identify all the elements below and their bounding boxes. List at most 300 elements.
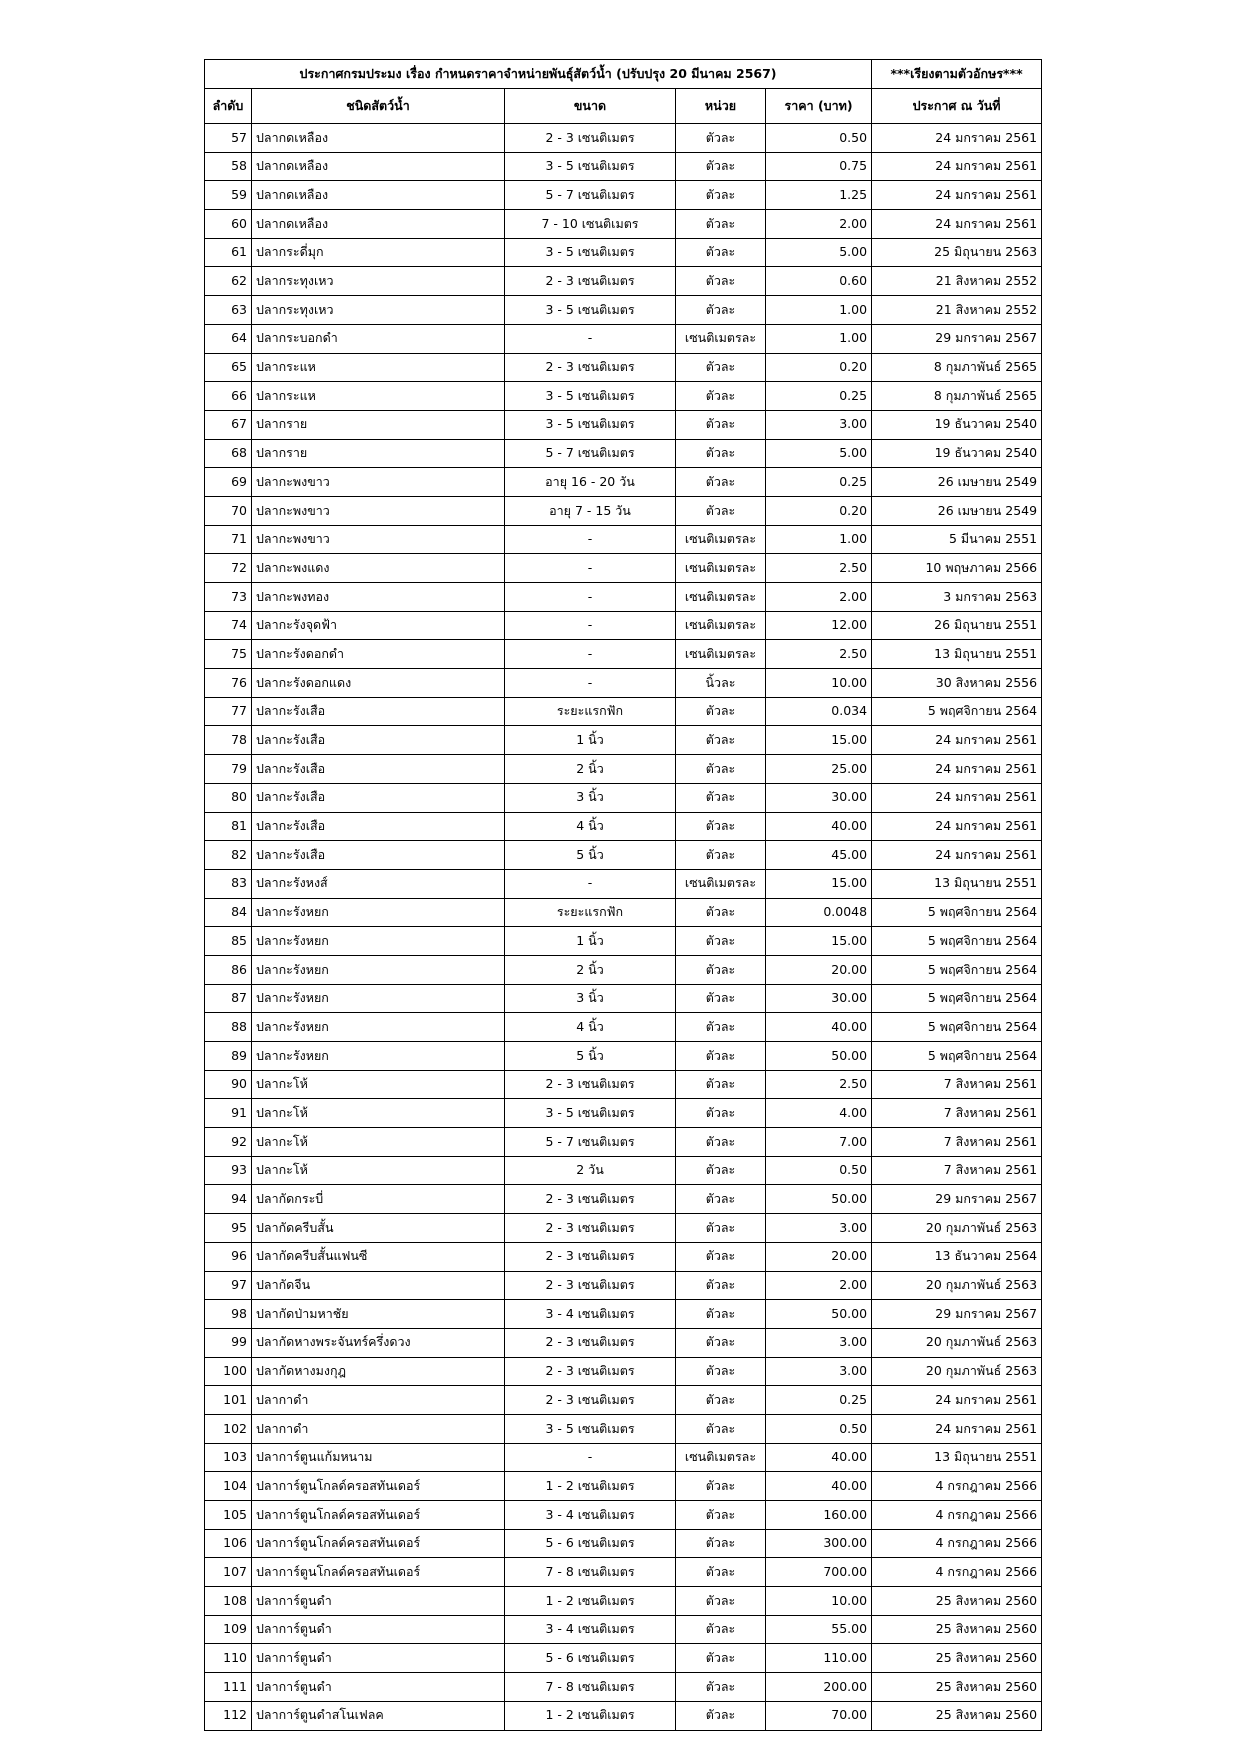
table-row bbox=[205, 1443, 1042, 1472]
size-value: ระยะแรกฟัก bbox=[505, 898, 676, 927]
species-name: ปลากัดหางมงกุฎ bbox=[252, 1357, 505, 1386]
size-value: 2 - 3 เซนติเมตร bbox=[505, 267, 676, 296]
announce-date: 5 พฤศจิกายน 2564 bbox=[872, 1042, 1042, 1071]
unit-value: ตัวละ bbox=[676, 1615, 766, 1644]
row-number: 58 bbox=[205, 152, 252, 181]
size-value: 1 - 2 เซนติเมตร bbox=[505, 1701, 676, 1730]
header-no: ลำดับ bbox=[205, 89, 252, 124]
species-name: ปลาการ์ตูนโกลด์ครอสทันเดอร์ bbox=[252, 1472, 505, 1501]
unit-value: ตัวละ bbox=[676, 1501, 766, 1530]
table-row bbox=[205, 496, 1042, 525]
species-name: ปลากะรังเสือ bbox=[252, 783, 505, 812]
row-number: 101 bbox=[205, 1386, 252, 1415]
announce-date: 7 สิงหาคม 2561 bbox=[872, 1128, 1042, 1157]
species-name: ปลากระทุงเหว bbox=[252, 267, 505, 296]
price-value: 2.50 bbox=[766, 1070, 872, 1099]
species-name: ปลากะรังหยก bbox=[252, 955, 505, 984]
row-number: 74 bbox=[205, 611, 252, 640]
size-value: อายุ 7 - 15 วัน bbox=[505, 496, 676, 525]
table-row bbox=[205, 1414, 1042, 1443]
table-row bbox=[205, 152, 1042, 181]
row-number: 57 bbox=[205, 124, 252, 153]
size-value: 3 - 4 เซนติเมตร bbox=[505, 1501, 676, 1530]
row-number: 73 bbox=[205, 583, 252, 612]
announce-date: 24 มกราคม 2561 bbox=[872, 210, 1042, 239]
unit-value: ตัวละ bbox=[676, 1673, 766, 1702]
unit-value: เซนติเมตรละ bbox=[676, 525, 766, 554]
table-row bbox=[205, 181, 1042, 210]
price-value: 15.00 bbox=[766, 927, 872, 956]
size-value: 5 - 7 เซนติเมตร bbox=[505, 181, 676, 210]
table-row bbox=[205, 1357, 1042, 1386]
announce-date: 4 กรกฎาคม 2566 bbox=[872, 1558, 1042, 1587]
species-name: ปลากาดำ bbox=[252, 1414, 505, 1443]
species-name: ปลากราย bbox=[252, 439, 505, 468]
size-value: 2 วัน bbox=[505, 1156, 676, 1185]
price-value: 20.00 bbox=[766, 1242, 872, 1271]
price-value: 40.00 bbox=[766, 1013, 872, 1042]
table-row bbox=[205, 1013, 1042, 1042]
species-name: ปลากราย bbox=[252, 410, 505, 439]
species-name: ปลาการ์ตูนดำสโนเฟลค bbox=[252, 1701, 505, 1730]
row-number: 109 bbox=[205, 1615, 252, 1644]
unit-value: ตัวละ bbox=[676, 726, 766, 755]
announce-date: 24 มกราคม 2561 bbox=[872, 755, 1042, 784]
announce-date: 5 พฤศจิกายน 2564 bbox=[872, 955, 1042, 984]
size-value: 3 - 5 เซนติเมตร bbox=[505, 410, 676, 439]
unit-value: นิ้วละ bbox=[676, 669, 766, 698]
size-value: 5 - 6 เซนติเมตร bbox=[505, 1529, 676, 1558]
announce-date: 5 พฤศจิกายน 2564 bbox=[872, 1013, 1042, 1042]
unit-value: เซนติเมตรละ bbox=[676, 640, 766, 669]
sort-note: ***เรียงตามตัวอักษร*** bbox=[872, 60, 1042, 89]
table-row bbox=[205, 1644, 1042, 1673]
size-value: 3 - 5 เซนติเมตร bbox=[505, 238, 676, 267]
size-value: 2 - 3 เซนติเมตร bbox=[505, 1386, 676, 1415]
table-row bbox=[205, 1214, 1042, 1243]
unit-value: ตัวละ bbox=[676, 927, 766, 956]
table-row bbox=[205, 554, 1042, 583]
unit-value: ตัวละ bbox=[676, 1328, 766, 1357]
announce-date: 5 มีนาคม 2551 bbox=[872, 525, 1042, 554]
row-number: 77 bbox=[205, 697, 252, 726]
species-name: ปลากะรังเสือ bbox=[252, 755, 505, 784]
species-name: ปลากระบอกดำ bbox=[252, 324, 505, 353]
row-number: 66 bbox=[205, 382, 252, 411]
species-name: ปลากะรังหยก bbox=[252, 984, 505, 1013]
price-value: 25.00 bbox=[766, 755, 872, 784]
announce-date: 25 สิงหาคม 2560 bbox=[872, 1587, 1042, 1616]
size-value: 3 - 5 เซนติเมตร bbox=[505, 1099, 676, 1128]
announce-date: 5 พฤศจิกายน 2564 bbox=[872, 697, 1042, 726]
species-name: ปลากัดกระบี่ bbox=[252, 1185, 505, 1214]
size-value: 3 - 4 เซนติเมตร bbox=[505, 1300, 676, 1329]
species-name: ปลากะพงทอง bbox=[252, 583, 505, 612]
row-number: 81 bbox=[205, 812, 252, 841]
row-number: 85 bbox=[205, 927, 252, 956]
price-value: 0.25 bbox=[766, 1386, 872, 1415]
row-number: 83 bbox=[205, 869, 252, 898]
species-name: ปลากะพงขาว bbox=[252, 525, 505, 554]
size-value: - bbox=[505, 324, 676, 353]
row-number: 79 bbox=[205, 755, 252, 784]
price-value: 50.00 bbox=[766, 1185, 872, 1214]
table-row bbox=[205, 1156, 1042, 1185]
price-value: 5.00 bbox=[766, 439, 872, 468]
unit-value: เซนติเมตรละ bbox=[676, 583, 766, 612]
price-value: 2.00 bbox=[766, 210, 872, 239]
unit-value: ตัวละ bbox=[676, 898, 766, 927]
table-row bbox=[205, 238, 1042, 267]
table-row bbox=[205, 324, 1042, 353]
price-value: 1.25 bbox=[766, 181, 872, 210]
unit-value: ตัวละ bbox=[676, 1587, 766, 1616]
unit-value: ตัวละ bbox=[676, 1386, 766, 1415]
price-value: 3.00 bbox=[766, 1328, 872, 1357]
unit-value: เซนติเมตรละ bbox=[676, 869, 766, 898]
row-number: 69 bbox=[205, 468, 252, 497]
announce-date: 5 พฤศจิกายน 2564 bbox=[872, 927, 1042, 956]
species-name: ปลากาดำ bbox=[252, 1386, 505, 1415]
species-name: ปลากะรังเสือ bbox=[252, 697, 505, 726]
unit-value: ตัวละ bbox=[676, 1128, 766, 1157]
row-number: 87 bbox=[205, 984, 252, 1013]
row-number: 91 bbox=[205, 1099, 252, 1128]
species-name: ปลากดเหลือง bbox=[252, 181, 505, 210]
announce-date: 29 มกราคม 2567 bbox=[872, 1300, 1042, 1329]
unit-value: ตัวละ bbox=[676, 1644, 766, 1673]
table-row bbox=[205, 726, 1042, 755]
table-row bbox=[205, 210, 1042, 239]
size-value: 1 นิ้ว bbox=[505, 726, 676, 755]
size-value: 5 - 7 เซนติเมตร bbox=[505, 1128, 676, 1157]
species-name: ปลากระทุงเหว bbox=[252, 296, 505, 325]
row-number: 99 bbox=[205, 1328, 252, 1357]
species-name: ปลากะรังจุดฟ้า bbox=[252, 611, 505, 640]
price-value: 0.50 bbox=[766, 1414, 872, 1443]
table-row bbox=[205, 841, 1042, 870]
table-row bbox=[205, 525, 1042, 554]
row-number: 82 bbox=[205, 841, 252, 870]
species-name: ปลากะรังเสือ bbox=[252, 841, 505, 870]
species-name: ปลากะรังหยก bbox=[252, 898, 505, 927]
announce-date: 24 มกราคม 2561 bbox=[872, 841, 1042, 870]
row-number: 107 bbox=[205, 1558, 252, 1587]
table-row bbox=[205, 1615, 1042, 1644]
announce-date: 13 มิถุนายน 2551 bbox=[872, 869, 1042, 898]
table-body bbox=[205, 124, 1042, 1731]
announce-date: 24 มกราคม 2561 bbox=[872, 181, 1042, 210]
price-value: 110.00 bbox=[766, 1644, 872, 1673]
table-row bbox=[205, 1386, 1042, 1415]
row-number: 88 bbox=[205, 1013, 252, 1042]
price-value: 0.034 bbox=[766, 697, 872, 726]
title-row bbox=[205, 60, 1042, 89]
row-number: 98 bbox=[205, 1300, 252, 1329]
species-name: ปลากะโห้ bbox=[252, 1070, 505, 1099]
row-number: 111 bbox=[205, 1673, 252, 1702]
unit-value: ตัวละ bbox=[676, 1558, 766, 1587]
size-value: 1 - 2 เซนติเมตร bbox=[505, 1472, 676, 1501]
table-row bbox=[205, 468, 1042, 497]
table-row bbox=[205, 410, 1042, 439]
species-name: ปลากระดี่มุก bbox=[252, 238, 505, 267]
species-name: ปลาการ์ตูนดำ bbox=[252, 1644, 505, 1673]
announce-date: 13 มิถุนายน 2551 bbox=[872, 640, 1042, 669]
announce-date: 10 พฤษภาคม 2566 bbox=[872, 554, 1042, 583]
unit-value: ตัวละ bbox=[676, 496, 766, 525]
unit-value: ตัวละ bbox=[676, 439, 766, 468]
table-row bbox=[205, 1701, 1042, 1730]
table-row bbox=[205, 984, 1042, 1013]
announce-date: 20 กุมภาพันธ์ 2563 bbox=[872, 1328, 1042, 1357]
announce-date: 20 กุมภาพันธ์ 2563 bbox=[872, 1357, 1042, 1386]
species-name: ปลากะรังดอกแดง bbox=[252, 669, 505, 698]
announce-date: 24 มกราคม 2561 bbox=[872, 726, 1042, 755]
species-name: ปลากะพงขาว bbox=[252, 496, 505, 525]
unit-value: ตัวละ bbox=[676, 468, 766, 497]
row-number: 97 bbox=[205, 1271, 252, 1300]
header-unit: หน่วย bbox=[676, 89, 766, 124]
table-row bbox=[205, 124, 1042, 153]
size-value: 4 นิ้ว bbox=[505, 812, 676, 841]
unit-value: ตัวละ bbox=[676, 1242, 766, 1271]
announce-date: 24 มกราคม 2561 bbox=[872, 152, 1042, 181]
price-value: 2.50 bbox=[766, 554, 872, 583]
price-value: 300.00 bbox=[766, 1529, 872, 1558]
price-value: 0.25 bbox=[766, 382, 872, 411]
unit-value: ตัวละ bbox=[676, 841, 766, 870]
unit-value: เซนติเมตรละ bbox=[676, 611, 766, 640]
size-value: 5 - 6 เซนติเมตร bbox=[505, 1644, 676, 1673]
announce-date: 26 เมษายน 2549 bbox=[872, 468, 1042, 497]
row-number: 94 bbox=[205, 1185, 252, 1214]
species-name: ปลากระแห bbox=[252, 382, 505, 411]
size-value: - bbox=[505, 669, 676, 698]
row-number: 80 bbox=[205, 783, 252, 812]
size-value: 7 - 8 เซนติเมตร bbox=[505, 1673, 676, 1702]
row-number: 60 bbox=[205, 210, 252, 239]
table-row bbox=[205, 1242, 1042, 1271]
row-number: 96 bbox=[205, 1242, 252, 1271]
unit-value: ตัวละ bbox=[676, 1529, 766, 1558]
row-number: 112 bbox=[205, 1701, 252, 1730]
row-number: 100 bbox=[205, 1357, 252, 1386]
unit-value: ตัวละ bbox=[676, 410, 766, 439]
size-value: 4 นิ้ว bbox=[505, 1013, 676, 1042]
price-value: 10.00 bbox=[766, 1587, 872, 1616]
size-value: 3 - 5 เซนติเมตร bbox=[505, 296, 676, 325]
table-row bbox=[205, 898, 1042, 927]
size-value: 3 - 5 เซนติเมตร bbox=[505, 1414, 676, 1443]
announce-date: 25 สิงหาคม 2560 bbox=[872, 1701, 1042, 1730]
species-name: ปลาการ์ตูนโกลด์ครอสทันเดอร์ bbox=[252, 1501, 505, 1530]
table-row bbox=[205, 640, 1042, 669]
price-value: 3.00 bbox=[766, 1357, 872, 1386]
price-value: 1.00 bbox=[766, 296, 872, 325]
row-number: 70 bbox=[205, 496, 252, 525]
announce-date: 8 กุมภาพันธ์ 2565 bbox=[872, 353, 1042, 382]
announce-date: 24 มกราคม 2561 bbox=[872, 1386, 1042, 1415]
unit-value: ตัวละ bbox=[676, 1156, 766, 1185]
unit-value: เซนติเมตรละ bbox=[676, 1443, 766, 1472]
size-value: 2 - 3 เซนติเมตร bbox=[505, 1214, 676, 1243]
unit-value: ตัวละ bbox=[676, 1099, 766, 1128]
size-value: 2 - 3 เซนติเมตร bbox=[505, 1070, 676, 1099]
species-name: ปลากระแห bbox=[252, 353, 505, 382]
table-row bbox=[205, 1673, 1042, 1702]
row-number: 68 bbox=[205, 439, 252, 468]
species-name: ปลากัดจีน bbox=[252, 1271, 505, 1300]
announce-date: 5 พฤศจิกายน 2564 bbox=[872, 984, 1042, 1013]
size-value: 3 - 5 เซนติเมตร bbox=[505, 152, 676, 181]
size-value: 5 นิ้ว bbox=[505, 1042, 676, 1071]
unit-value: ตัวละ bbox=[676, 955, 766, 984]
unit-value: ตัวละ bbox=[676, 755, 766, 784]
announce-date: 26 เมษายน 2549 bbox=[872, 496, 1042, 525]
table-row bbox=[205, 1185, 1042, 1214]
row-number: 110 bbox=[205, 1644, 252, 1673]
size-value: 2 - 3 เซนติเมตร bbox=[505, 1242, 676, 1271]
table-row bbox=[205, 1271, 1042, 1300]
price-value: 0.20 bbox=[766, 496, 872, 525]
size-value: 2 นิ้ว bbox=[505, 755, 676, 784]
table-row bbox=[205, 869, 1042, 898]
size-value: 2 - 3 เซนติเมตร bbox=[505, 1271, 676, 1300]
species-name: ปลากะรังหยก bbox=[252, 1042, 505, 1071]
price-value: 40.00 bbox=[766, 1443, 872, 1472]
row-number: 71 bbox=[205, 525, 252, 554]
table-row bbox=[205, 439, 1042, 468]
table-row bbox=[205, 697, 1042, 726]
size-value: - bbox=[505, 611, 676, 640]
unit-value: ตัวละ bbox=[676, 697, 766, 726]
row-number: 61 bbox=[205, 238, 252, 267]
size-value: 5 - 7 เซนติเมตร bbox=[505, 439, 676, 468]
size-value: 2 นิ้ว bbox=[505, 955, 676, 984]
row-number: 84 bbox=[205, 898, 252, 927]
size-value: 2 - 3 เซนติเมตร bbox=[505, 1185, 676, 1214]
price-value: 2.00 bbox=[766, 1271, 872, 1300]
unit-value: เซนติเมตรละ bbox=[676, 554, 766, 583]
price-value: 40.00 bbox=[766, 812, 872, 841]
table-row bbox=[205, 669, 1042, 698]
unit-value: ตัวละ bbox=[676, 124, 766, 153]
size-value: 3 - 4 เซนติเมตร bbox=[505, 1615, 676, 1644]
table-row bbox=[205, 1558, 1042, 1587]
unit-value: ตัวละ bbox=[676, 1300, 766, 1329]
table-row bbox=[205, 583, 1042, 612]
unit-value: ตัวละ bbox=[676, 296, 766, 325]
size-value: - bbox=[505, 1443, 676, 1472]
announce-date: 29 มกราคม 2567 bbox=[872, 324, 1042, 353]
price-value: 30.00 bbox=[766, 984, 872, 1013]
announce-date: 26 มิถุนายน 2551 bbox=[872, 611, 1042, 640]
announce-date: 5 พฤศจิกายน 2564 bbox=[872, 898, 1042, 927]
price-value: 5.00 bbox=[766, 238, 872, 267]
price-value: 1.00 bbox=[766, 324, 872, 353]
price-value: 3.00 bbox=[766, 1214, 872, 1243]
header-row bbox=[205, 89, 1042, 124]
unit-value: ตัวละ bbox=[676, 1271, 766, 1300]
row-number: 95 bbox=[205, 1214, 252, 1243]
row-number: 105 bbox=[205, 1501, 252, 1530]
table-row bbox=[205, 1529, 1042, 1558]
species-name: ปลากะพงแดง bbox=[252, 554, 505, 583]
table-row bbox=[205, 1472, 1042, 1501]
unit-value: ตัวละ bbox=[676, 1070, 766, 1099]
announce-date: 25 มิถุนายน 2563 bbox=[872, 238, 1042, 267]
row-number: 63 bbox=[205, 296, 252, 325]
row-number: 86 bbox=[205, 955, 252, 984]
unit-value: ตัวละ bbox=[676, 1472, 766, 1501]
announce-date: 7 สิงหาคม 2561 bbox=[872, 1156, 1042, 1185]
unit-value: ตัวละ bbox=[676, 1214, 766, 1243]
species-name: ปลากะโห้ bbox=[252, 1128, 505, 1157]
size-value: - bbox=[505, 554, 676, 583]
unit-value: เซนติเมตรละ bbox=[676, 324, 766, 353]
price-value: 0.25 bbox=[766, 468, 872, 497]
price-table bbox=[204, 59, 1042, 1731]
price-value: 40.00 bbox=[766, 1472, 872, 1501]
price-value: 55.00 bbox=[766, 1615, 872, 1644]
species-name: ปลาการ์ตูนแก้มหนาม bbox=[252, 1443, 505, 1472]
size-value: 3 นิ้ว bbox=[505, 984, 676, 1013]
unit-value: ตัวละ bbox=[676, 1042, 766, 1071]
size-value: 3 นิ้ว bbox=[505, 783, 676, 812]
unit-value: ตัวละ bbox=[676, 210, 766, 239]
price-value: 0.50 bbox=[766, 124, 872, 153]
table-row bbox=[205, 1099, 1042, 1128]
price-value: 200.00 bbox=[766, 1673, 872, 1702]
row-number: 106 bbox=[205, 1529, 252, 1558]
price-value: 0.50 bbox=[766, 1156, 872, 1185]
price-value: 50.00 bbox=[766, 1042, 872, 1071]
price-value: 7.00 bbox=[766, 1128, 872, 1157]
price-value: 4.00 bbox=[766, 1099, 872, 1128]
announce-date: 29 มกราคม 2567 bbox=[872, 1185, 1042, 1214]
unit-value: ตัวละ bbox=[676, 1414, 766, 1443]
species-name: ปลากะรังหยก bbox=[252, 1013, 505, 1042]
row-number: 78 bbox=[205, 726, 252, 755]
size-value: - bbox=[505, 525, 676, 554]
unit-value: ตัวละ bbox=[676, 238, 766, 267]
price-value: 0.75 bbox=[766, 152, 872, 181]
price-value: 700.00 bbox=[766, 1558, 872, 1587]
price-value: 2.00 bbox=[766, 583, 872, 612]
announce-date: 3 มกราคม 2563 bbox=[872, 583, 1042, 612]
row-number: 93 bbox=[205, 1156, 252, 1185]
row-number: 65 bbox=[205, 353, 252, 382]
announce-date: 24 มกราคม 2561 bbox=[872, 812, 1042, 841]
unit-value: ตัวละ bbox=[676, 382, 766, 411]
species-name: ปลากะรังเสือ bbox=[252, 812, 505, 841]
row-number: 72 bbox=[205, 554, 252, 583]
price-value: 50.00 bbox=[766, 1300, 872, 1329]
price-value: 30.00 bbox=[766, 783, 872, 812]
unit-value: ตัวละ bbox=[676, 1701, 766, 1730]
row-number: 59 bbox=[205, 181, 252, 210]
table-row bbox=[205, 927, 1042, 956]
price-value: 3.00 bbox=[766, 410, 872, 439]
table-row bbox=[205, 755, 1042, 784]
table-row bbox=[205, 296, 1042, 325]
announce-date: 19 ธันวาคม 2540 bbox=[872, 410, 1042, 439]
unit-value: ตัวละ bbox=[676, 152, 766, 181]
species-name: ปลากะรังดอกดำ bbox=[252, 640, 505, 669]
species-name: ปลากัดครีบสั้น bbox=[252, 1214, 505, 1243]
species-name: ปลากัดหางพระจันทร์ครึ่งดวง bbox=[252, 1328, 505, 1357]
